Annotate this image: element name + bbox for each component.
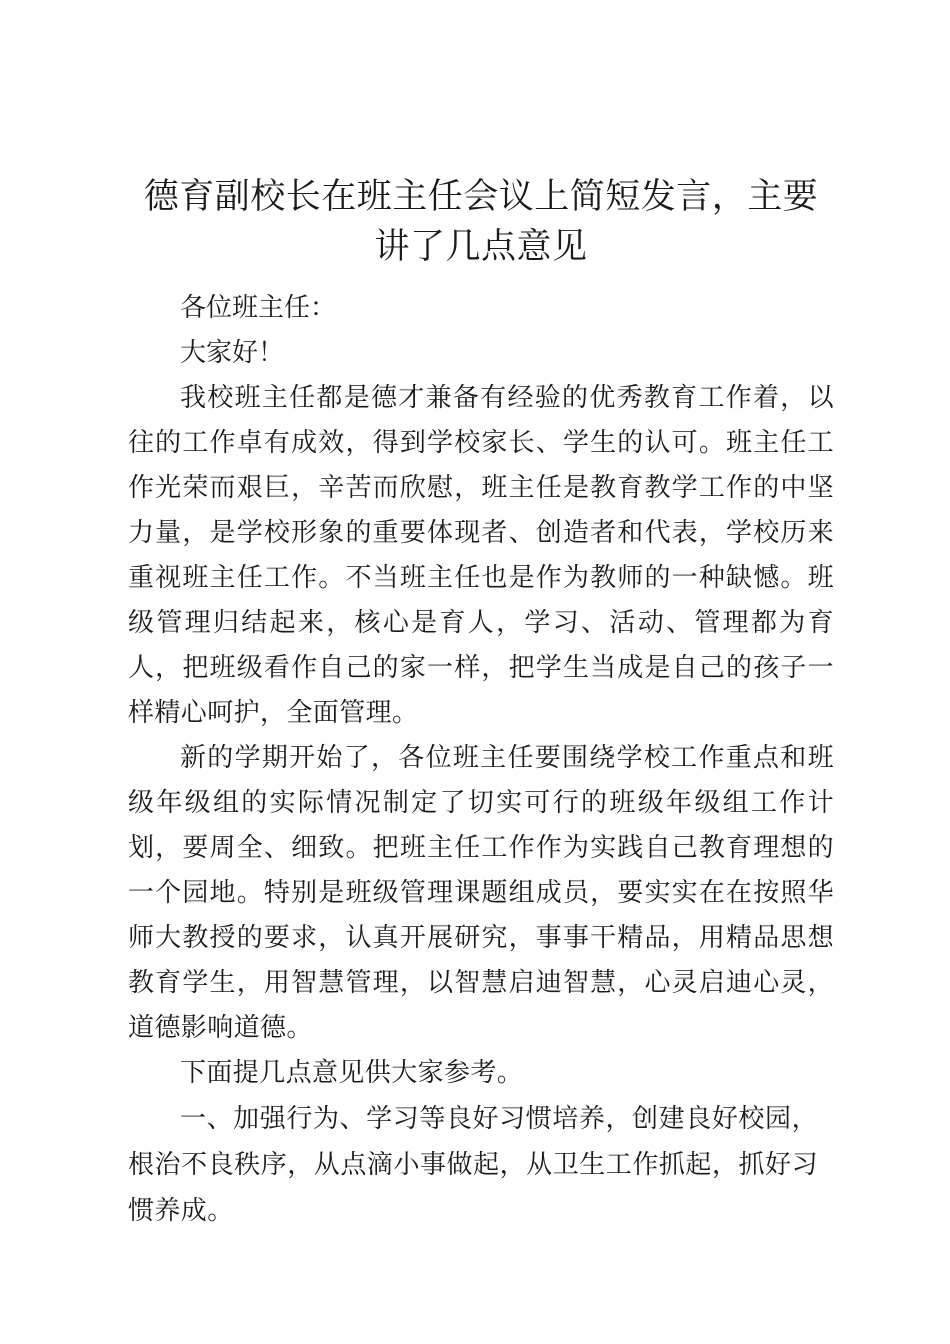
paragraph-point-one: 一、加强行为、学习等良好习惯培养，创建良好校园，根治不良秩序，从点滴小事做起，从卫生工作抓起，抓好习惯养成。 — [128, 1104, 818, 1226]
paragraph-intro: 我校班主任都是德才兼备有经验的优秀教育工作着，以往的工作卓有成效，得到学校家长、学生的认可。班主任工作光荣而艰巨，辛苦而欣慰，班主任是教育教学工作的中坚力量，是学校形象的重要体现者、创造者和代表，学校历来重视班主任工作。不当班主任也是作为教师的一种缺憾。班级管理归结起来，核心是育人，学习、活动、管理都为育人，把班级看作自己的家一样，把学生当成是自己的孩子一样精心呵护，全面管理。 — [128, 383, 834, 728]
paragraph-new-semester: 新的学期开始了，各位班主任要围绕学校工作重点和班级年级组的实际情况制定了切实可行的班级年级组工作计划，要周全、细致。把班主任工作作为实践自己教育理想的一个园地。特别是班级管理课题组成员，要实实在在按照华师大教授的要求，认真开展研究，事事干精品，用精品思想教育学生，用智慧管理，以智慧启迪智慧，心灵启迪心灵，道德影响道德。 — [128, 743, 834, 1043]
salutation: 各位班主任： — [180, 293, 337, 323]
document-page — [128, 172, 834, 1234]
document-title: 德育副校长在班主任会议上简短发言，主要讲了几点意见 — [143, 177, 819, 267]
paragraph-suggestions-intro: 下面提几点意见供大家参考。 — [180, 1058, 524, 1088]
greeting: 大家好！ — [180, 338, 285, 368]
